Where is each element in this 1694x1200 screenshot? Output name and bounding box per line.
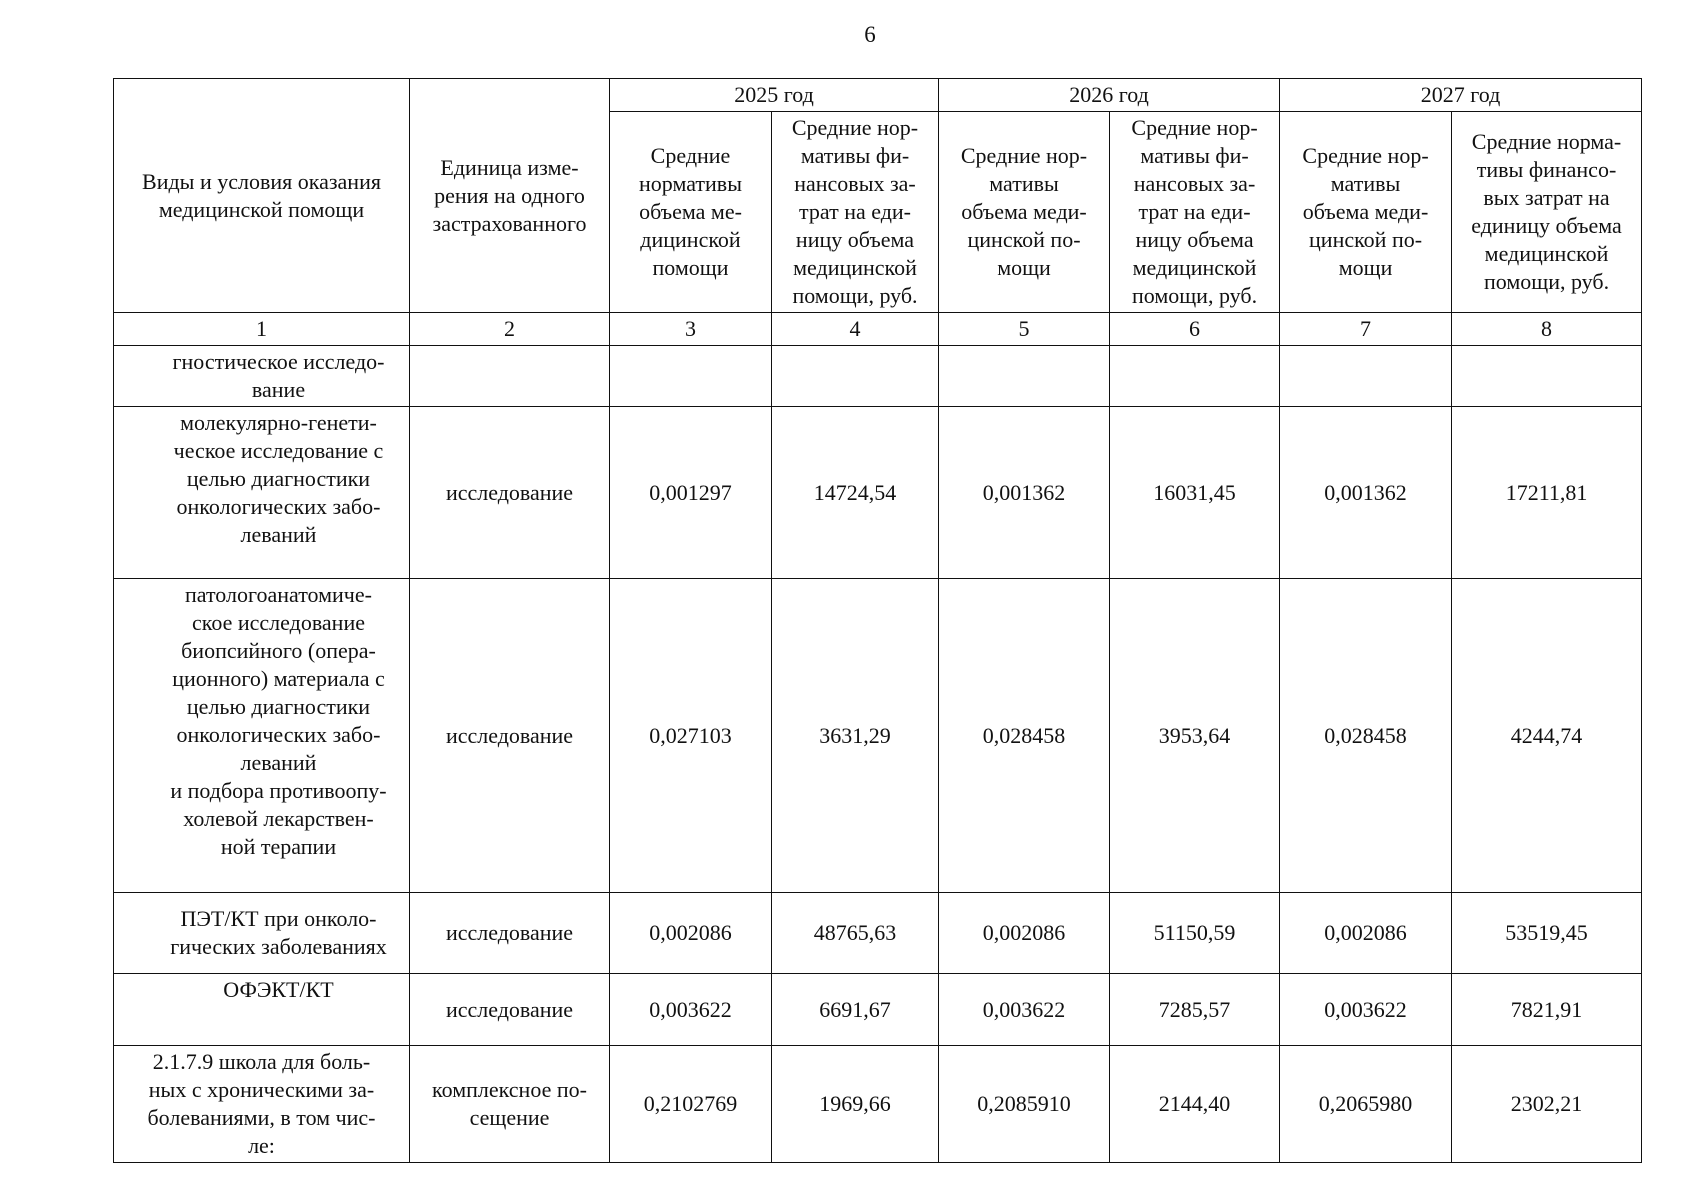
cell: 0,001297 xyxy=(610,407,772,579)
header-year-2026: 2026 год xyxy=(939,79,1280,112)
cell: 14724,54 xyxy=(772,407,939,579)
row-kind: ПЭТ/КТ при онколо- гических заболеваниях xyxy=(114,893,410,974)
cell xyxy=(939,346,1110,407)
row-unit: комплексное по- сещение xyxy=(410,1046,610,1163)
header-kind: Виды и условия оказания медицинской помощи xyxy=(114,79,410,313)
row-kind: молекулярно-генети- ческое исследование с целью диагностики онкологических забо- леваний xyxy=(114,407,410,579)
row-kind: ОФЭКТ/КТ xyxy=(114,974,410,1046)
cell: 1969,66 xyxy=(772,1046,939,1163)
row-unit: исследование xyxy=(410,974,610,1046)
cell xyxy=(1280,346,1452,407)
table-row xyxy=(114,1046,1642,1163)
cell: 0,027103 xyxy=(610,579,772,893)
cell: 53519,45 xyxy=(1452,893,1642,974)
page-number: 6 xyxy=(864,22,876,47)
header-cost-2026: Средние нор- мативы фи- нансовых за- трат на еди- ницу объема медицинской помощи, руб. xyxy=(1110,112,1280,313)
cell: 0,028458 xyxy=(1280,579,1452,893)
cell xyxy=(610,346,772,407)
row-unit xyxy=(410,346,610,407)
cell: 0,2065980 xyxy=(1280,1046,1452,1163)
row-unit: исследование xyxy=(410,407,610,579)
column-numbers-row xyxy=(114,313,1642,346)
cell: 48765,63 xyxy=(772,893,939,974)
row-kind: патологоанатомиче- ское исследование биопсийного (опера- ционного) материала с целью диагностики онкологических забо- леваний и подбора противоопу- холевой лекарствен- ной терапии xyxy=(114,579,410,893)
cell xyxy=(772,346,939,407)
column-number: 7 xyxy=(1280,313,1452,346)
cell: 16031,45 xyxy=(1110,407,1280,579)
table-row xyxy=(114,974,1642,1046)
cell xyxy=(1110,346,1280,407)
cell: 17211,81 xyxy=(1452,407,1642,579)
cell: 0,002086 xyxy=(610,893,772,974)
table-row xyxy=(114,579,1642,893)
norms-table xyxy=(113,78,1642,1163)
cell: 0,003622 xyxy=(610,974,772,1046)
header-unit: Единица изме- рения на одного застрахованного xyxy=(410,79,610,313)
cell: 0,003622 xyxy=(1280,974,1452,1046)
cell: 2302,21 xyxy=(1452,1046,1642,1163)
header-year-2025: 2025 год xyxy=(610,79,939,112)
column-number: 3 xyxy=(610,313,772,346)
cell: 0,028458 xyxy=(939,579,1110,893)
cell: 3631,29 xyxy=(772,579,939,893)
row-kind: 2.1.7.9 школа для боль- ных с хроническими за- болеваниями, в том чис- ле: xyxy=(114,1046,410,1163)
cell: 0,2085910 xyxy=(939,1046,1110,1163)
column-number: 1 xyxy=(114,313,410,346)
header-volume-2026: Средние нор- мативы объема меди- цинской по- мощи xyxy=(939,112,1110,313)
cell: 0,2102769 xyxy=(610,1046,772,1163)
table-row xyxy=(114,346,1642,407)
row-unit: исследование xyxy=(410,579,610,893)
header-volume-2027: Средние нор- мативы объема меди- цинской по- мощи xyxy=(1280,112,1452,313)
table-row xyxy=(114,893,1642,974)
row-unit: исследование xyxy=(410,893,610,974)
column-number: 5 xyxy=(939,313,1110,346)
cell: 0,001362 xyxy=(939,407,1110,579)
cell: 0,002086 xyxy=(1280,893,1452,974)
cell: 4244,74 xyxy=(1452,579,1642,893)
cell: 7285,57 xyxy=(1110,974,1280,1046)
header-year-2027: 2027 год xyxy=(1280,79,1642,112)
cell: 0,001362 xyxy=(1280,407,1452,579)
table-row xyxy=(114,407,1642,579)
header-volume-2025: Средние нормативы объема ме- дицинской помощи xyxy=(610,112,772,313)
cell: 51150,59 xyxy=(1110,893,1280,974)
cell: 7821,91 xyxy=(1452,974,1642,1046)
cell: 2144,40 xyxy=(1110,1046,1280,1163)
cell xyxy=(1452,346,1642,407)
row-kind: гностическое исследо- вание xyxy=(114,346,410,407)
column-number: 6 xyxy=(1110,313,1280,346)
header-cost-2027: Средние норма- тивы финансо- вых затрат на единицу объема медицинской помощи, руб. xyxy=(1452,112,1642,313)
cell: 0,003622 xyxy=(939,974,1110,1046)
cell: 0,002086 xyxy=(939,893,1110,974)
cell: 3953,64 xyxy=(1110,579,1280,893)
column-number: 4 xyxy=(772,313,939,346)
column-number: 2 xyxy=(410,313,610,346)
column-number: 8 xyxy=(1452,313,1642,346)
header-cost-2025: Средние нор- мативы фи- нансовых за- трат на еди- ницу объема медицинской помощи, руб. xyxy=(772,112,939,313)
cell: 6691,67 xyxy=(772,974,939,1046)
